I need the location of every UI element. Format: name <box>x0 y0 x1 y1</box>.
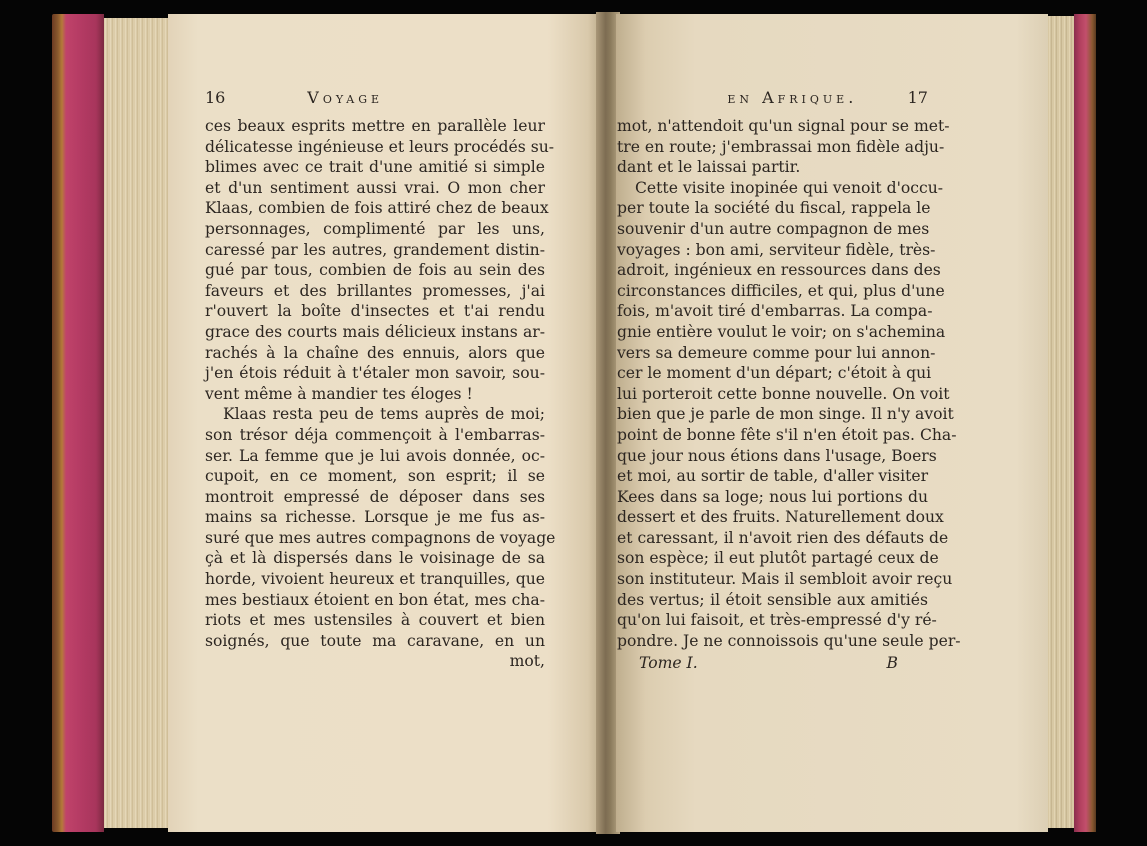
text-line: ser. La femme que je lui avois donnée, oc- <box>205 446 545 465</box>
text-line: r'ouvert la boîte d'insectes et t'ai rendu <box>205 302 545 321</box>
left-running-title: Voyage <box>307 88 384 107</box>
text-line: cupoit, en ce moment, son esprit; il se <box>205 467 545 486</box>
text-line: son instituteur. Mais il sembloit avoir reçu <box>617 570 953 589</box>
text-line: point de bonne fête s'il n'en étoit pas. Cha- <box>617 425 957 444</box>
left-running-head <box>205 88 545 116</box>
text-line: gnie entière voulut le voir; on s'achemina <box>617 322 946 341</box>
text-line: cer le moment d'un départ; c'étoit à qui <box>617 364 932 383</box>
left-page-text <box>205 88 556 672</box>
left-cover-edge <box>52 14 104 832</box>
text-line: et d'un sentiment aussi vrai. O mon cher <box>205 178 545 197</box>
left-body-text <box>205 116 556 672</box>
text-line: caressé par les autres, grandement distin- <box>205 240 545 259</box>
text-line: vers sa demeure comme pour lui annon- <box>617 343 936 362</box>
text-line: j'en étois réduit à t'étaler mon savoir, sou- <box>205 364 545 383</box>
text-line: dant et le laissai partir. <box>617 158 801 177</box>
text-line: soignés, que toute ma caravane, en un <box>205 631 545 650</box>
text-line: des vertus; il étoit sensible aux amitiés <box>617 590 928 609</box>
text-line: ces beaux esprits mettre en parallèle leur <box>205 117 545 135</box>
text-line: çà et là dispersés dans le voisinage de sa <box>205 549 545 568</box>
text-line: mot, <box>509 652 545 671</box>
gathering-signature: B <box>886 654 898 673</box>
text-line: souvenir d'un autre compagnon de mes <box>617 219 930 238</box>
text-line: personnages, complimenté par les uns, <box>205 219 545 238</box>
right-body-text <box>617 116 961 651</box>
right-running-head <box>617 88 928 116</box>
text-line: bien que je parle de mon singe. Il n'y avoit <box>617 405 954 424</box>
right-page-edges <box>1048 16 1074 828</box>
text-line: tre en route; j'embrassai mon fidèle adju- <box>617 137 945 156</box>
volume-signature: Tome I. <box>639 654 698 673</box>
right-page-text <box>617 88 961 674</box>
text-line: Cette visite inopinée qui venoit d'occu- <box>635 178 944 197</box>
right-cover-edge <box>1074 14 1096 832</box>
text-line: riots et mes ustensiles à couvert et bien <box>205 611 545 630</box>
right-running-title: en Afrique. <box>727 88 858 107</box>
text-line: Klaas resta peu de tems auprès de moi; <box>223 405 545 424</box>
text-line: pondre. Je ne connoissois qu'une seule per- <box>617 631 961 650</box>
text-line: Kees dans sa loge; nous lui portions du <box>617 487 928 506</box>
text-line: adroit, ingénieux en ressources dans des <box>617 261 941 280</box>
text-line: faveurs et des brillantes promesses, j'ai <box>205 281 545 300</box>
text-line: que jour nous étions dans l'usage, Boers <box>617 446 937 465</box>
text-line: mains sa richesse. Lorsque je me fus as- <box>205 508 545 527</box>
text-line: rachés à la chaîne des ennuis, alors que <box>205 343 545 362</box>
text-line: mot, n'attendoit qu'un signal pour se met- <box>617 117 950 135</box>
left-page-number: 16 <box>205 88 226 107</box>
text-line: horde, vivoient heureux et tranquilles, que <box>205 570 545 589</box>
text-line: délicatesse ingénieuse et leurs procédés su- <box>205 137 555 156</box>
text-line: fois, m'avoit tiré d'embarras. La compa- <box>617 302 933 321</box>
text-line: blimes avec ce trait d'une amitié si simple <box>205 158 545 177</box>
text-line: per toute la société du fiscal, rappela le <box>617 199 931 218</box>
text-line: et moi, au sortir de table, d'aller visiter <box>617 467 929 486</box>
text-line: grace des courts mais délicieux instans ar- <box>205 322 545 341</box>
text-line: mes bestiaux étoient en bon état, mes cha- <box>205 590 545 609</box>
text-line: voyages : bon ami, serviteur fidèle, très- <box>617 240 936 259</box>
text-line: lui porteroit cette bonne nouvelle. On voit <box>617 384 950 403</box>
text-line: suré que mes autres compagnons de voyage <box>205 528 556 547</box>
text-line: son espèce; il eut plutôt partagé ceux de <box>617 549 939 568</box>
text-line: et caressant, il n'avoit rien des défauts de <box>617 528 949 547</box>
text-line: son trésor déja commençoit à l'embarras- <box>205 425 545 444</box>
text-line: qu'on lui faisoit, et très-empressé d'y ré- <box>617 611 937 630</box>
text-line: vent même à mandier tes éloges ! <box>205 384 473 403</box>
left-page-edges <box>104 18 170 828</box>
text-line: circonstances difficiles, et qui, plus d'une <box>617 281 945 300</box>
right-page-number: 17 <box>907 88 928 107</box>
text-line: dessert et des fruits. Naturellement doux <box>617 508 944 527</box>
text-line: Klaas, combien de fois attiré chez de beaux <box>205 199 549 218</box>
page-footer <box>617 653 928 674</box>
text-line: montroit empressé de déposer dans ses <box>205 487 545 506</box>
text-line: gué par tous, combien de fois au sein des <box>205 261 545 280</box>
